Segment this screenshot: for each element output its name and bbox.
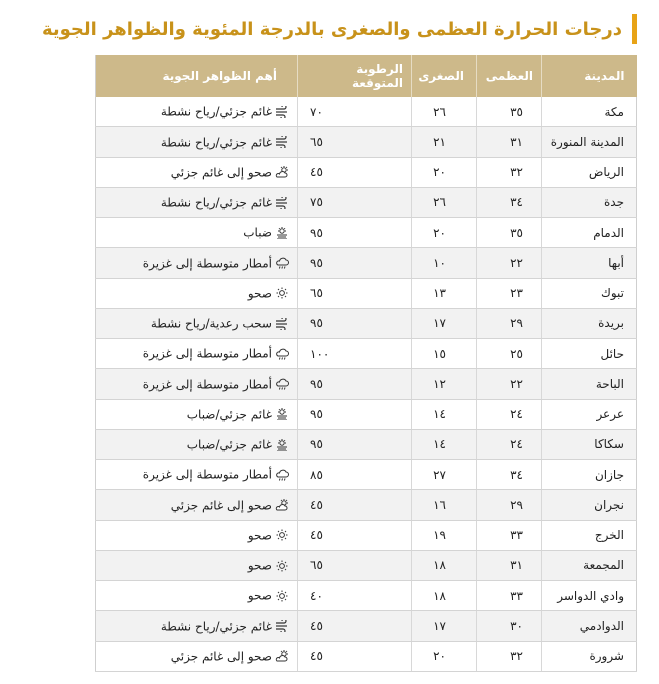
phenomenon-cell [96, 127, 298, 157]
max-temp-cell: ٣٣ [477, 520, 542, 550]
table-row [96, 187, 637, 217]
sun-icon [275, 287, 289, 299]
min-temp-cell: ٢١ [412, 127, 477, 157]
phenomenon-text: غائم جزئي/رياح نشطة [160, 135, 272, 150]
phenomenon-text: صحو [247, 528, 272, 543]
city-cell: جدة [542, 187, 637, 217]
humidity-cell: ٤٥ [298, 490, 412, 520]
phenomenon-cell [96, 460, 298, 490]
page-header [42, 14, 637, 44]
city-cell: حائل [542, 339, 637, 369]
phenomenon-cell [96, 339, 298, 369]
wind-icon [275, 620, 289, 632]
header-humidity: الرطوبة المتوقعة [298, 55, 412, 97]
phenomenon-cell [96, 369, 298, 399]
header-city: المدينة [542, 55, 637, 97]
phenomenon-cell [96, 429, 298, 459]
max-temp-cell: ٢٩ [477, 490, 542, 520]
table-row [96, 520, 637, 550]
table-row [96, 550, 637, 580]
max-temp-cell: ٣٥ [477, 97, 542, 127]
humidity-cell: ٨٥ [298, 460, 412, 490]
min-temp-cell: ١٧ [412, 308, 477, 338]
phenomenon-cell [96, 248, 298, 278]
min-temp-cell: ٢٦ [412, 187, 477, 217]
max-temp-cell: ٢٢ [477, 248, 542, 278]
table-row [96, 641, 637, 671]
phenomenon-text: غائم جزئي/رياح نشطة [160, 104, 272, 119]
phenomenon-text: صحو إلى غائم جزئي [170, 165, 272, 180]
city-cell: المجمعة [542, 550, 637, 580]
table-header-row [96, 55, 637, 97]
humidity-cell: ٤٥ [298, 520, 412, 550]
city-cell: شرورة [542, 641, 637, 671]
header-phenomena: أهم الظواهر الجوية [96, 55, 298, 97]
phenomenon-cell [96, 97, 298, 127]
fog-icon [275, 408, 289, 420]
humidity-cell: ٦٥ [298, 278, 412, 308]
humidity-cell: ٤٥ [298, 641, 412, 671]
table-row [96, 460, 637, 490]
phenomenon-text: غائم جزئي/رياح نشطة [160, 619, 272, 634]
phenomenon-cell [96, 520, 298, 550]
page-title: درجات الحرارة العظمى والصغرى بالدرجة المئوية والظواهر الجوية [41, 18, 622, 40]
table-row [96, 308, 637, 338]
city-cell: الباحة [542, 369, 637, 399]
phenomenon-text: صحو [247, 558, 272, 573]
partly-sunny-icon [275, 166, 289, 178]
table-row [96, 581, 637, 611]
table-row [96, 218, 637, 248]
phenomenon-cell [96, 218, 298, 248]
city-cell: الخرج [542, 520, 637, 550]
phenomenon-text: أمطار متوسطة إلى غزيرة [142, 467, 272, 482]
humidity-cell: ٤٥ [298, 611, 412, 641]
phenomenon-text: صحو [247, 588, 272, 603]
partly-sunny-icon [275, 650, 289, 662]
rain-icon [275, 378, 289, 390]
humidity-cell: ٧٠ [298, 97, 412, 127]
max-temp-cell: ٣١ [477, 550, 542, 580]
phenomenon-cell [96, 581, 298, 611]
rain-icon [275, 469, 289, 481]
min-temp-cell: ١٥ [412, 339, 477, 369]
partly-sunny-icon [275, 499, 289, 511]
table-row [96, 611, 637, 641]
table-row [96, 157, 637, 187]
wind-icon [275, 318, 289, 330]
phenomenon-text: غائم جزئي/ضباب [186, 407, 272, 422]
max-temp-cell: ٢٤ [477, 399, 542, 429]
max-temp-cell: ٣١ [477, 127, 542, 157]
city-cell: المدينة المنورة [542, 127, 637, 157]
min-temp-cell: ١٤ [412, 429, 477, 459]
phenomenon-cell [96, 611, 298, 641]
fog-icon [275, 439, 289, 451]
header-max: العظمى [477, 55, 542, 97]
table-row [96, 278, 637, 308]
city-cell: جازان [542, 460, 637, 490]
header-min: الصغرى [412, 55, 477, 97]
table-row [96, 248, 637, 278]
city-cell: نجران [542, 490, 637, 520]
humidity-cell: ١٠٠ [298, 339, 412, 369]
phenomenon-text: غائم جزئي/رياح نشطة [160, 195, 272, 210]
humidity-cell: ٩٥ [298, 369, 412, 399]
phenomenon-text: صحو إلى غائم جزئي [170, 498, 272, 513]
city-cell: مكة [542, 97, 637, 127]
phenomenon-text: أمطار متوسطة إلى غزيرة [142, 377, 272, 392]
table-row [96, 399, 637, 429]
city-cell: الدوادمي [542, 611, 637, 641]
phenomenon-text: صحو [247, 286, 272, 301]
rain-icon [275, 257, 289, 269]
wind-icon [275, 197, 289, 209]
phenomenon-cell [96, 550, 298, 580]
city-cell: عرعر [542, 399, 637, 429]
phenomenon-text: أمطار متوسطة إلى غزيرة [142, 346, 272, 361]
min-temp-cell: ٢٠ [412, 157, 477, 187]
wind-icon [275, 136, 289, 148]
min-temp-cell: ١٦ [412, 490, 477, 520]
max-temp-cell: ٢٤ [477, 429, 542, 459]
humidity-cell: ٦٥ [298, 550, 412, 580]
sun-icon [275, 529, 289, 541]
city-cell: وادي الدواسر [542, 581, 637, 611]
phenomenon-cell [96, 641, 298, 671]
humidity-cell: ٧٥ [298, 187, 412, 217]
table-row [96, 127, 637, 157]
min-temp-cell: ١٩ [412, 520, 477, 550]
phenomenon-text: أمطار متوسطة إلى غزيرة [142, 256, 272, 271]
phenomenon-cell [96, 399, 298, 429]
table-row [96, 369, 637, 399]
humidity-cell: ٩٥ [298, 308, 412, 338]
min-temp-cell: ١٣ [412, 278, 477, 308]
min-temp-cell: ١٢ [412, 369, 477, 399]
max-temp-cell: ٣٠ [477, 611, 542, 641]
max-temp-cell: ٣٢ [477, 157, 542, 187]
phenomenon-text: غائم جزئي/ضباب [186, 437, 272, 452]
max-temp-cell: ٢٩ [477, 308, 542, 338]
city-cell: أبها [542, 248, 637, 278]
humidity-cell: ٩٥ [298, 399, 412, 429]
humidity-cell: ٦٥ [298, 127, 412, 157]
title-accent-bar [632, 14, 637, 44]
min-temp-cell: ٢٠ [412, 641, 477, 671]
min-temp-cell: ١٤ [412, 399, 477, 429]
weather-table [95, 55, 637, 672]
sun-icon [275, 560, 289, 572]
max-temp-cell: ٣٣ [477, 581, 542, 611]
max-temp-cell: ٣٢ [477, 641, 542, 671]
phenomenon-text: صحو إلى غائم جزئي [170, 649, 272, 664]
table-body [96, 97, 637, 671]
phenomenon-cell [96, 157, 298, 187]
table-row [96, 97, 637, 127]
min-temp-cell: ٢٠ [412, 218, 477, 248]
humidity-cell: ٩٥ [298, 218, 412, 248]
max-temp-cell: ٢٣ [477, 278, 542, 308]
max-temp-cell: ٢٢ [477, 369, 542, 399]
fog-icon [275, 227, 289, 239]
phenomenon-cell [96, 308, 298, 338]
phenomenon-text: سحب رعدية/رياح نشطة [150, 316, 272, 331]
phenomenon-cell [96, 490, 298, 520]
city-cell: الدمام [542, 218, 637, 248]
min-temp-cell: ١٨ [412, 550, 477, 580]
city-cell: الرياض [542, 157, 637, 187]
min-temp-cell: ١٠ [412, 248, 477, 278]
phenomenon-text: ضباب [243, 225, 272, 240]
city-cell: بريدة [542, 308, 637, 338]
humidity-cell: ٤٠ [298, 581, 412, 611]
min-temp-cell: ٢٧ [412, 460, 477, 490]
city-cell: سكاكا [542, 429, 637, 459]
max-temp-cell: ٣٤ [477, 460, 542, 490]
table-row [96, 339, 637, 369]
max-temp-cell: ٣٥ [477, 218, 542, 248]
humidity-cell: ٤٥ [298, 157, 412, 187]
min-temp-cell: ١٧ [412, 611, 477, 641]
humidity-cell: ٩٥ [298, 248, 412, 278]
min-temp-cell: ١٨ [412, 581, 477, 611]
phenomenon-cell [96, 278, 298, 308]
table-row [96, 490, 637, 520]
rain-icon [275, 348, 289, 360]
max-temp-cell: ٣٤ [477, 187, 542, 217]
city-cell: تبوك [542, 278, 637, 308]
sun-icon [275, 590, 289, 602]
wind-icon [275, 106, 289, 118]
max-temp-cell: ٢٥ [477, 339, 542, 369]
phenomenon-cell [96, 187, 298, 217]
table-row [96, 429, 637, 459]
humidity-cell: ٩٥ [298, 429, 412, 459]
min-temp-cell: ٢٦ [412, 97, 477, 127]
